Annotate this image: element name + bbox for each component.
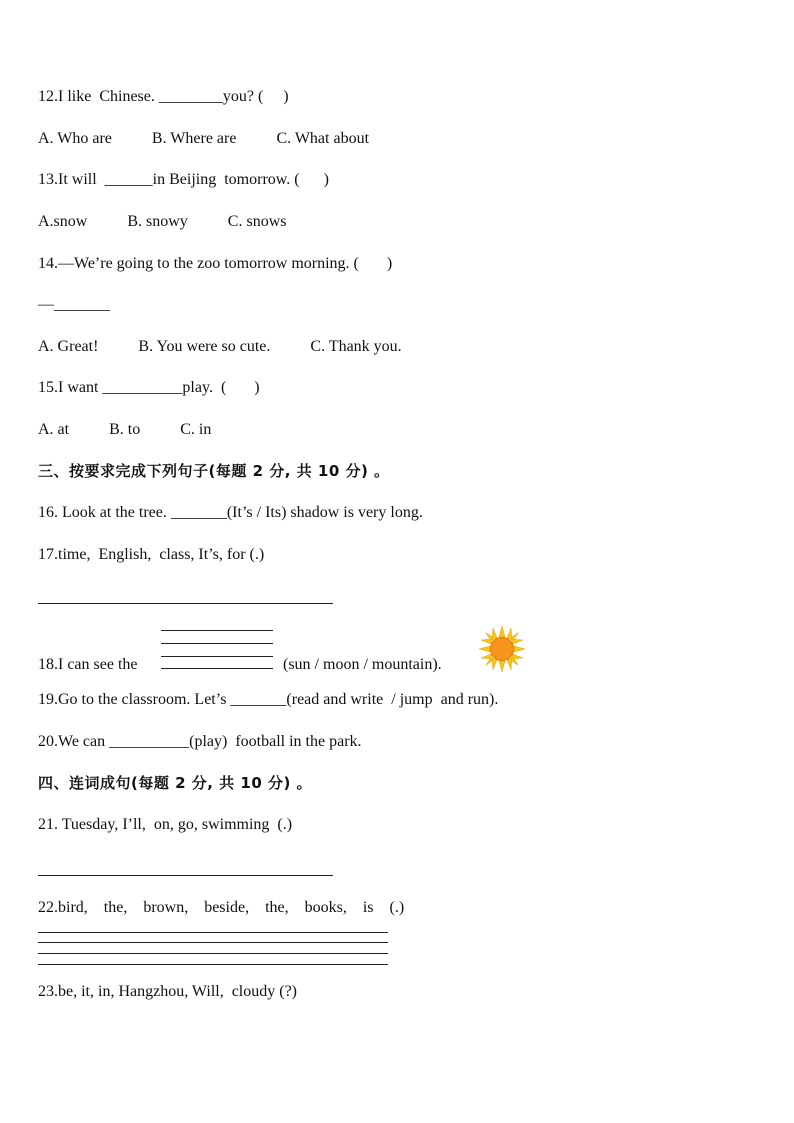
q16: 16. Look at the tree. _______(It’s / Its) shadow is very long. [38,504,423,521]
q21-answer-line [38,875,333,876]
q22: 22.bird, the, brown, beside, the, books, is (.) [38,899,405,916]
q15-stem: 15.I want __________play. ( ) [38,379,260,396]
q18-answer-line-1 [161,630,273,631]
q20: 20.We can __________(play) football in the park. [38,733,362,750]
q18-answer-line-2 [161,643,273,644]
q21: 21. Tuesday, I’ll, on, go, swimming (.) [38,816,293,833]
section3-heading: 三、按要求完成下列句子(每题 2 分, 共 10 分) 。 [38,462,390,480]
q13-options: A.snow B. snowy C. snows [38,213,287,230]
q14-stem: 14.—We’re going to the zoo tomorrow morning. ( ) [38,255,393,272]
q17-answer-line [38,603,333,604]
q14-options: A. Great! B. You were so cute. C. Thank you. [38,338,402,355]
q15-options: A. at B. to C. in [38,421,212,438]
q22-answer-line-2 [38,942,388,943]
q23: 23.be, it, in, Hangzhou, Will, cloudy (?) [38,983,298,1000]
q18-answer-line-3 [161,656,273,657]
q13-stem: 13.It will ______in Beijing tomorrow. ( ) [38,171,329,188]
sun-icon [478,625,526,673]
q22-answer-line-4 [38,964,388,965]
q17: 17.time, English, class, It’s, for (.) [38,546,265,563]
q12-options: A. Who are B. Where are C. What about [38,130,370,147]
q19: 19.Go to the classroom. Let’s _______(read and write / jump and run). [38,691,499,708]
q12-stem: 12.I like Chinese. ________you? ( ) [38,88,289,105]
q14-reply: —_______ [38,296,110,313]
q18-suffix: (sun / moon / mountain). [283,656,442,673]
q18-answer-line-4 [161,668,273,669]
q22-answer-line-3 [38,953,388,954]
q18-prefix: 18.I can see the [38,656,138,673]
q22-answer-line-1 [38,932,388,933]
section4-heading: 四、连词成句(每题 2 分, 共 10 分) 。 [38,774,313,792]
